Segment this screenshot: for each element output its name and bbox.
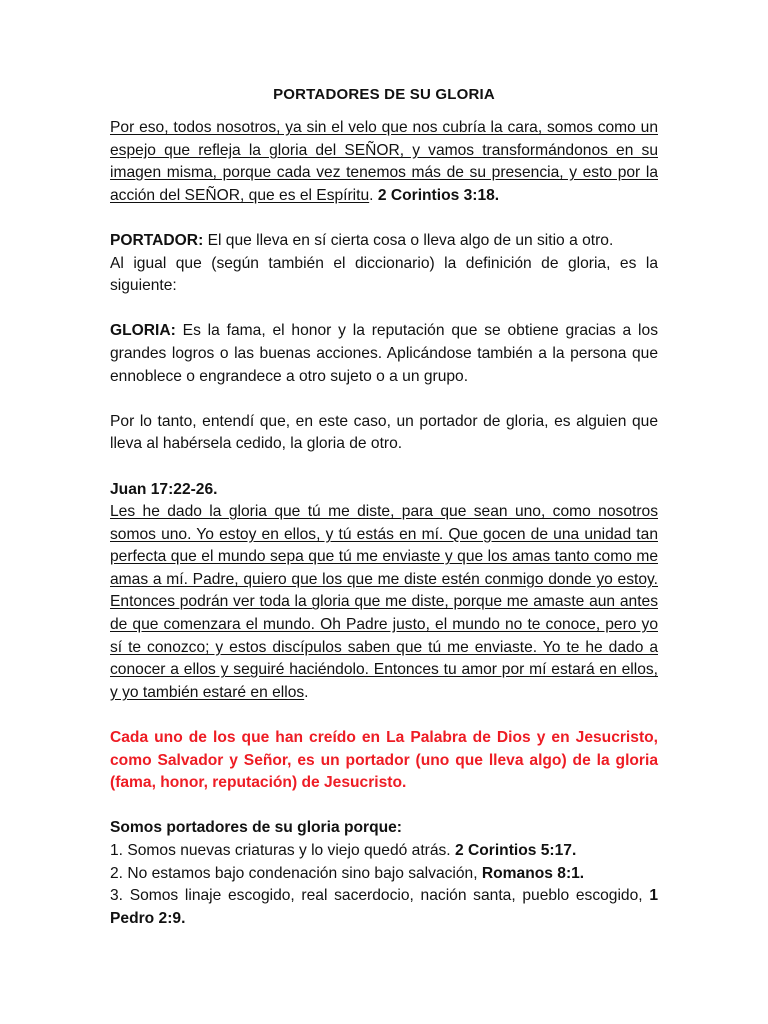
spacer [110, 704, 658, 727]
juan-quote: Les he dado la gloria que tú me diste, para que sean uno, como nosotros somos uno. Yo estoy en ellos, y tú estás en mí. Que gocen de una unidad tan perfecta que el mundo sepa que tú me enviaste y que los amas tanto como me amas a mí. Padre, quiero que los que me diste estén conmigo donde yo estoy. Entonces podrán ver toda la gloria que me diste, porque me amaste aun antes de que comenzara el mundo. Oh Padre justo, el mundo no te conoce, pero yo sí te conozco; y estos discípulos saben que tú me enviaste. Yo te he dado a conocer a ellos y seguiré haciéndolo. Entonces tu amor por mí estará en ellos, y yo también estaré en ellos [110, 503, 658, 701]
list-item-reference: Romanos 8:1. [481, 864, 585, 882]
list-item-text: 2. No estamos bajo condenación sino bajo salvación, [110, 864, 482, 882]
red-statement: Cada uno de los que han creído en La Palabra de Dios y en Jesucristo, como Salvador y Señor, es un portador (uno que lleva algo) de la gloria (fama, honor, reputación) de Jesucristo. [110, 729, 658, 792]
list-item [110, 885, 658, 930]
document-title: PORTADORES DE SU GLORIA [273, 86, 495, 103]
list-item-reference: 1 Pedro 2:9. [110, 887, 658, 927]
conclusion-paragraph: Por lo tanto, entendí que, en este caso, un portador de gloria, es alguien que lleva al habérsela cedido, la gloria de otro. [110, 412, 658, 453]
list-item-text: 3. Somos linaje escogido, real sacerdocio, nación santa, pueblo escogido, [110, 887, 650, 905]
spacer [110, 795, 658, 818]
spacer [110, 456, 658, 479]
list-item [110, 863, 658, 886]
portador-definition [110, 230, 658, 253]
gloria-definition [110, 320, 658, 388]
intro-quote: Por eso, todos nosotros, ya sin el velo que nos cubría la cara, somos como un espejo que refleja la gloria del SEÑOR, y vamos transformándonos en su imagen misma, porque cada vez tenemos más de su presencia, y esto por la acción del SEÑOR, que es el Espíritu [110, 119, 658, 204]
gloria-text: Es la fama, el honor y la reputación que se obtiene gracias a los grandes logros o las buenas acciones. Aplicándose también a la persona que ennoblece o engrandece a otro sujeto o a un grupo. [110, 322, 658, 385]
list-item-reference: 2 Corintios 5:17. [454, 842, 577, 859]
gloria-intro: Al igual que (según también el diccionario) la definición de gloria, es la siguiente: [110, 254, 658, 295]
gloria-term: GLORIA: [110, 322, 176, 340]
juan-paragraph [110, 501, 658, 704]
list-item-text: 1. Somos nuevas criaturas y lo viejo quedó atrás. [110, 842, 455, 859]
portador-term: PORTADOR: [110, 231, 204, 249]
portador-text: El que lleva en sí cierta cosa o lleva algo de un sitio a otro. [203, 231, 614, 249]
spacer [110, 298, 658, 321]
intro-reference: 2 Corintios 3:18. [377, 186, 500, 204]
juan-end: . [304, 683, 309, 701]
list-heading: Somos portadores de su gloria porque: [110, 819, 402, 837]
list-item [110, 840, 658, 863]
spacer [110, 207, 658, 230]
intro-paragraph [110, 117, 658, 207]
spacer [110, 388, 658, 411]
intro-separator: . [369, 186, 378, 204]
juan-reference: Juan 17:22-26. [110, 480, 218, 498]
